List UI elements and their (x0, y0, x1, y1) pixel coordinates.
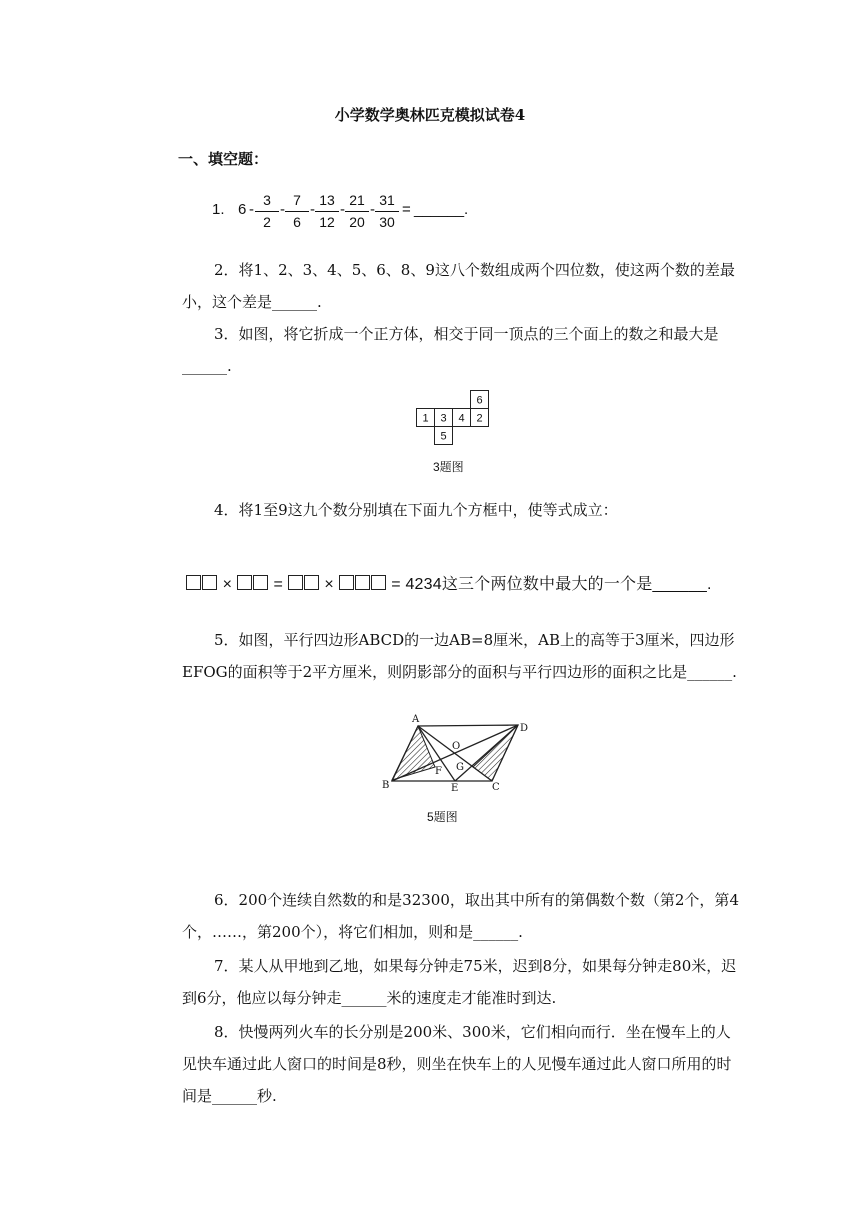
q1-minus: - (249, 201, 254, 218)
question-8: 8．快慢两列火车的长分别是200米、300米，它们相向而行．坐在慢车上的人见快车通过此人窗口的时间是8秒，则坐在快车上的人见慢车通过此人窗口所用的时间是______秒. (182, 1023, 732, 1105)
label-d: D (520, 723, 529, 734)
q1-minus: - (370, 201, 375, 218)
label-e: E (451, 783, 459, 794)
q1-answer-blank: ______. (414, 201, 469, 218)
net-cell-6: 6 (476, 394, 483, 407)
answer-box[interactable] (371, 575, 386, 590)
q1-minus: - (310, 201, 315, 218)
question-4: 4．将1至9这九个数分别填在下面九个方框中，使等式成立： (214, 501, 618, 519)
answer-box[interactable] (186, 575, 201, 590)
label-o: O (452, 741, 461, 752)
q1-minus: - (340, 201, 345, 218)
net-cell-4: 4 (458, 412, 465, 425)
net-cell-1: 1 (422, 412, 429, 425)
times-sign: × (324, 576, 334, 593)
page-title: 小学数学奥林匹克模拟试卷4 (334, 106, 526, 124)
q1-fraction: $\frac{7}{6}$ (285, 190, 309, 233)
q1-minus: - (280, 201, 285, 218)
q1-number: 1. (212, 201, 225, 218)
answer-box[interactable] (202, 575, 217, 590)
answer-box[interactable] (288, 575, 303, 590)
q1-fraction: $\frac{3}{2}$ (255, 190, 279, 233)
label-g: G (456, 762, 464, 773)
q1-fraction: $\frac{13}{12}$ (315, 190, 339, 233)
equation-result: 4234 (405, 576, 442, 593)
section-heading: 一、填空题： (178, 150, 269, 168)
answer-box[interactable] (355, 575, 370, 590)
q1-equals: = (402, 201, 411, 218)
question-7: 7．某人从甲地到乙地，如果每分钟走75米，迟到8分，如果每分钟走80米，迟到6分，他应以每分钟走______米的速度走才能准时到达. (182, 957, 737, 1007)
figure-3-caption: 3题图 (433, 460, 464, 474)
question-6: 6．200个连续自然数的和是32300，取出其中所有的第偶数个数（第2个，第4个，……，第200个），将它们相加，则和是______. (182, 891, 739, 941)
equation-tail: 这三个两位数中最大的一个是______. (441, 576, 712, 593)
figure-3-cube-net (416, 389, 496, 447)
answer-box[interactable] (339, 575, 354, 590)
question-3: 3．如图，将它折成一个正方体，相交于同一顶点的三个面上的数之和最大是______. (182, 325, 719, 375)
answer-box[interactable] (253, 575, 268, 590)
label-a: A (412, 714, 420, 725)
figure-5-parallelogram (378, 712, 538, 794)
label-f: F (435, 766, 442, 777)
q1-lead: 6 (238, 201, 247, 218)
net-cell-3: 3 (440, 412, 447, 425)
question-4-equation (186, 571, 712, 594)
equals-sign: = (391, 576, 401, 593)
q1-fraction: $\frac{21}{20}$ (345, 190, 369, 233)
answer-box[interactable] (237, 575, 252, 590)
times-sign: × (222, 576, 233, 593)
q1-fraction: $\frac{31}{30}$ (375, 190, 399, 233)
answer-box[interactable] (304, 575, 319, 590)
net-cell-2: 2 (476, 412, 483, 425)
label-c: C (492, 782, 500, 793)
question-5: 5．如图，平行四边形ABCD的一边AB=8厘米，AB上的高等于3厘米，四边形EFOG的面积等于2平方厘米，则阴影部分的面积与平行四边形的面积之比是______. (182, 631, 737, 681)
figure-5-caption: 5题图 (427, 810, 458, 824)
question-2: 2．将1、2、3、4、5、6、8、9这八个数组成两个四位数，使这两个数的差最小，这个差是______. (182, 261, 735, 311)
label-b: B (382, 780, 390, 791)
net-cell-5: 5 (440, 430, 447, 443)
equals-sign: = (273, 576, 284, 593)
